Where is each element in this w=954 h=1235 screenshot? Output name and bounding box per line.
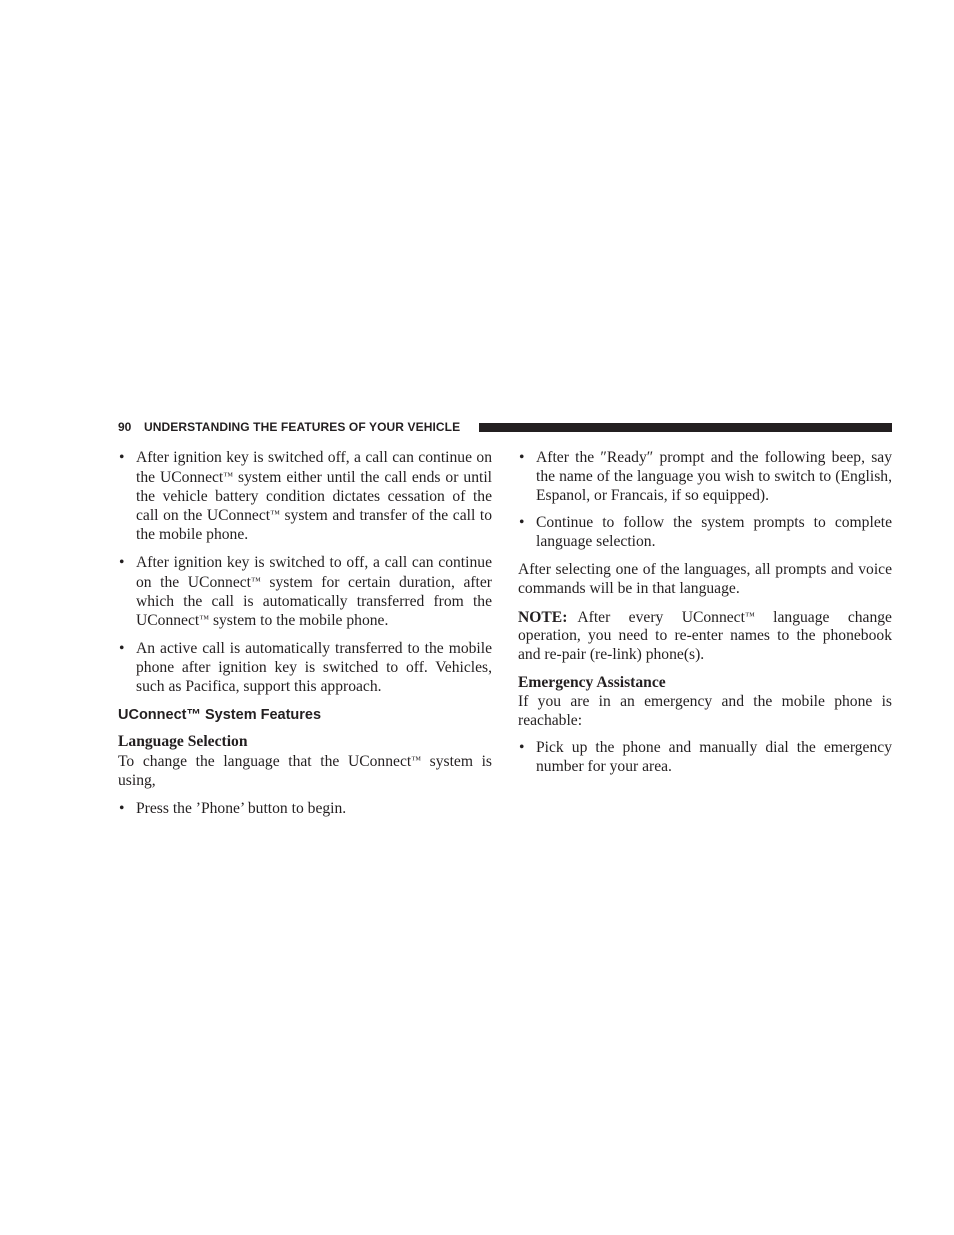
note-text-part: After every UConnect bbox=[577, 608, 745, 626]
left-column bbox=[118, 449, 492, 828]
page-number: 90 bbox=[118, 420, 132, 434]
bullet-dot: • bbox=[119, 640, 125, 658]
bullet-text: Continue to follow the system prompts to complete language selection. bbox=[536, 514, 892, 551]
emergency-intro: If you are in an emergency and the mobile phone is reachable: bbox=[518, 692, 892, 729]
note-label: NOTE: bbox=[518, 608, 568, 626]
section-heading: UConnect™ System Features bbox=[118, 706, 322, 723]
language-selection-heading: Language Selection bbox=[118, 733, 248, 751]
emergency-assistance-heading: Emergency Assistance bbox=[518, 673, 666, 691]
bullet-text bbox=[136, 449, 492, 543]
bullet-text-part: system to the mobile phone. bbox=[209, 612, 389, 630]
header-rule bbox=[479, 423, 892, 432]
right-column bbox=[518, 449, 892, 786]
trademark-mark: ™ bbox=[411, 755, 422, 767]
note-text-part: language change operation, you need to re-enter names to the phonebook and re-pair (re-link) phone(s). bbox=[518, 608, 892, 664]
bullet-item bbox=[118, 449, 492, 545]
bullet-text: An active call is automatically transferred to the mobile phone after ignition key is switched to off. Vehicles, such as Pacifica, support this approach. bbox=[136, 640, 492, 695]
intro-text-part: system is using, bbox=[118, 753, 493, 789]
bullet-item bbox=[118, 554, 492, 631]
bullet-item bbox=[518, 514, 892, 552]
bullet-dot: • bbox=[519, 449, 525, 466]
chapter-title: UNDERSTANDING THE FEATURES OF YOUR VEHICLE bbox=[144, 420, 461, 434]
page-header bbox=[118, 419, 892, 436]
bullet-text-part: After ignition key is switched off, a call can continue on the UConnect bbox=[136, 449, 492, 486]
bullet-text-part: system for certain duration, after which the call is automatically transferred from the UConnect bbox=[136, 573, 493, 630]
trademark-mark: ™ bbox=[270, 509, 280, 521]
bullet-text bbox=[136, 554, 492, 629]
bullet-item bbox=[518, 449, 892, 505]
bullet-item bbox=[118, 800, 492, 819]
trademark-mark: ™ bbox=[223, 470, 234, 482]
bullet-text: After the ″Ready″ prompt and the following beep, say the name of the language you wish to switch to (English, Espanol, or Francais, if so equipped). bbox=[536, 449, 892, 504]
bullet-dot: • bbox=[119, 449, 125, 466]
bullet-item bbox=[518, 739, 892, 777]
trademark-mark: ™ bbox=[199, 614, 210, 626]
bullet-dot: • bbox=[519, 739, 525, 757]
bullet-text-part: system either until the call ends or until the vehicle battery condition dictates cessation of the call on the UConnect bbox=[136, 468, 492, 525]
bullet-text: Press the ’Phone’ button to begin. bbox=[136, 799, 347, 817]
bullet-text-part: system and transfer of the call to the mobile phone. bbox=[136, 507, 493, 544]
bullet-dot: • bbox=[119, 553, 125, 571]
trademark-mark: ™ bbox=[744, 610, 755, 622]
trademark-mark: ™ bbox=[251, 575, 261, 587]
bullet-text-part: After ignition key is switched to off, a call can continue on the UConnect bbox=[136, 553, 492, 591]
intro-text-part: To change the language that the UConnect bbox=[118, 753, 412, 771]
bullet-dot: • bbox=[519, 514, 525, 532]
bullet-item bbox=[118, 640, 492, 696]
bullet-dot: • bbox=[119, 799, 125, 817]
note-paragraph bbox=[518, 608, 892, 665]
after-selection-paragraph: After selecting one of the languages, all prompts and voice commands will be in that language. bbox=[518, 560, 892, 597]
language-selection-intro bbox=[118, 752, 492, 791]
bullet-text: Pick up the phone and manually dial the emergency number for your area. bbox=[536, 739, 892, 776]
